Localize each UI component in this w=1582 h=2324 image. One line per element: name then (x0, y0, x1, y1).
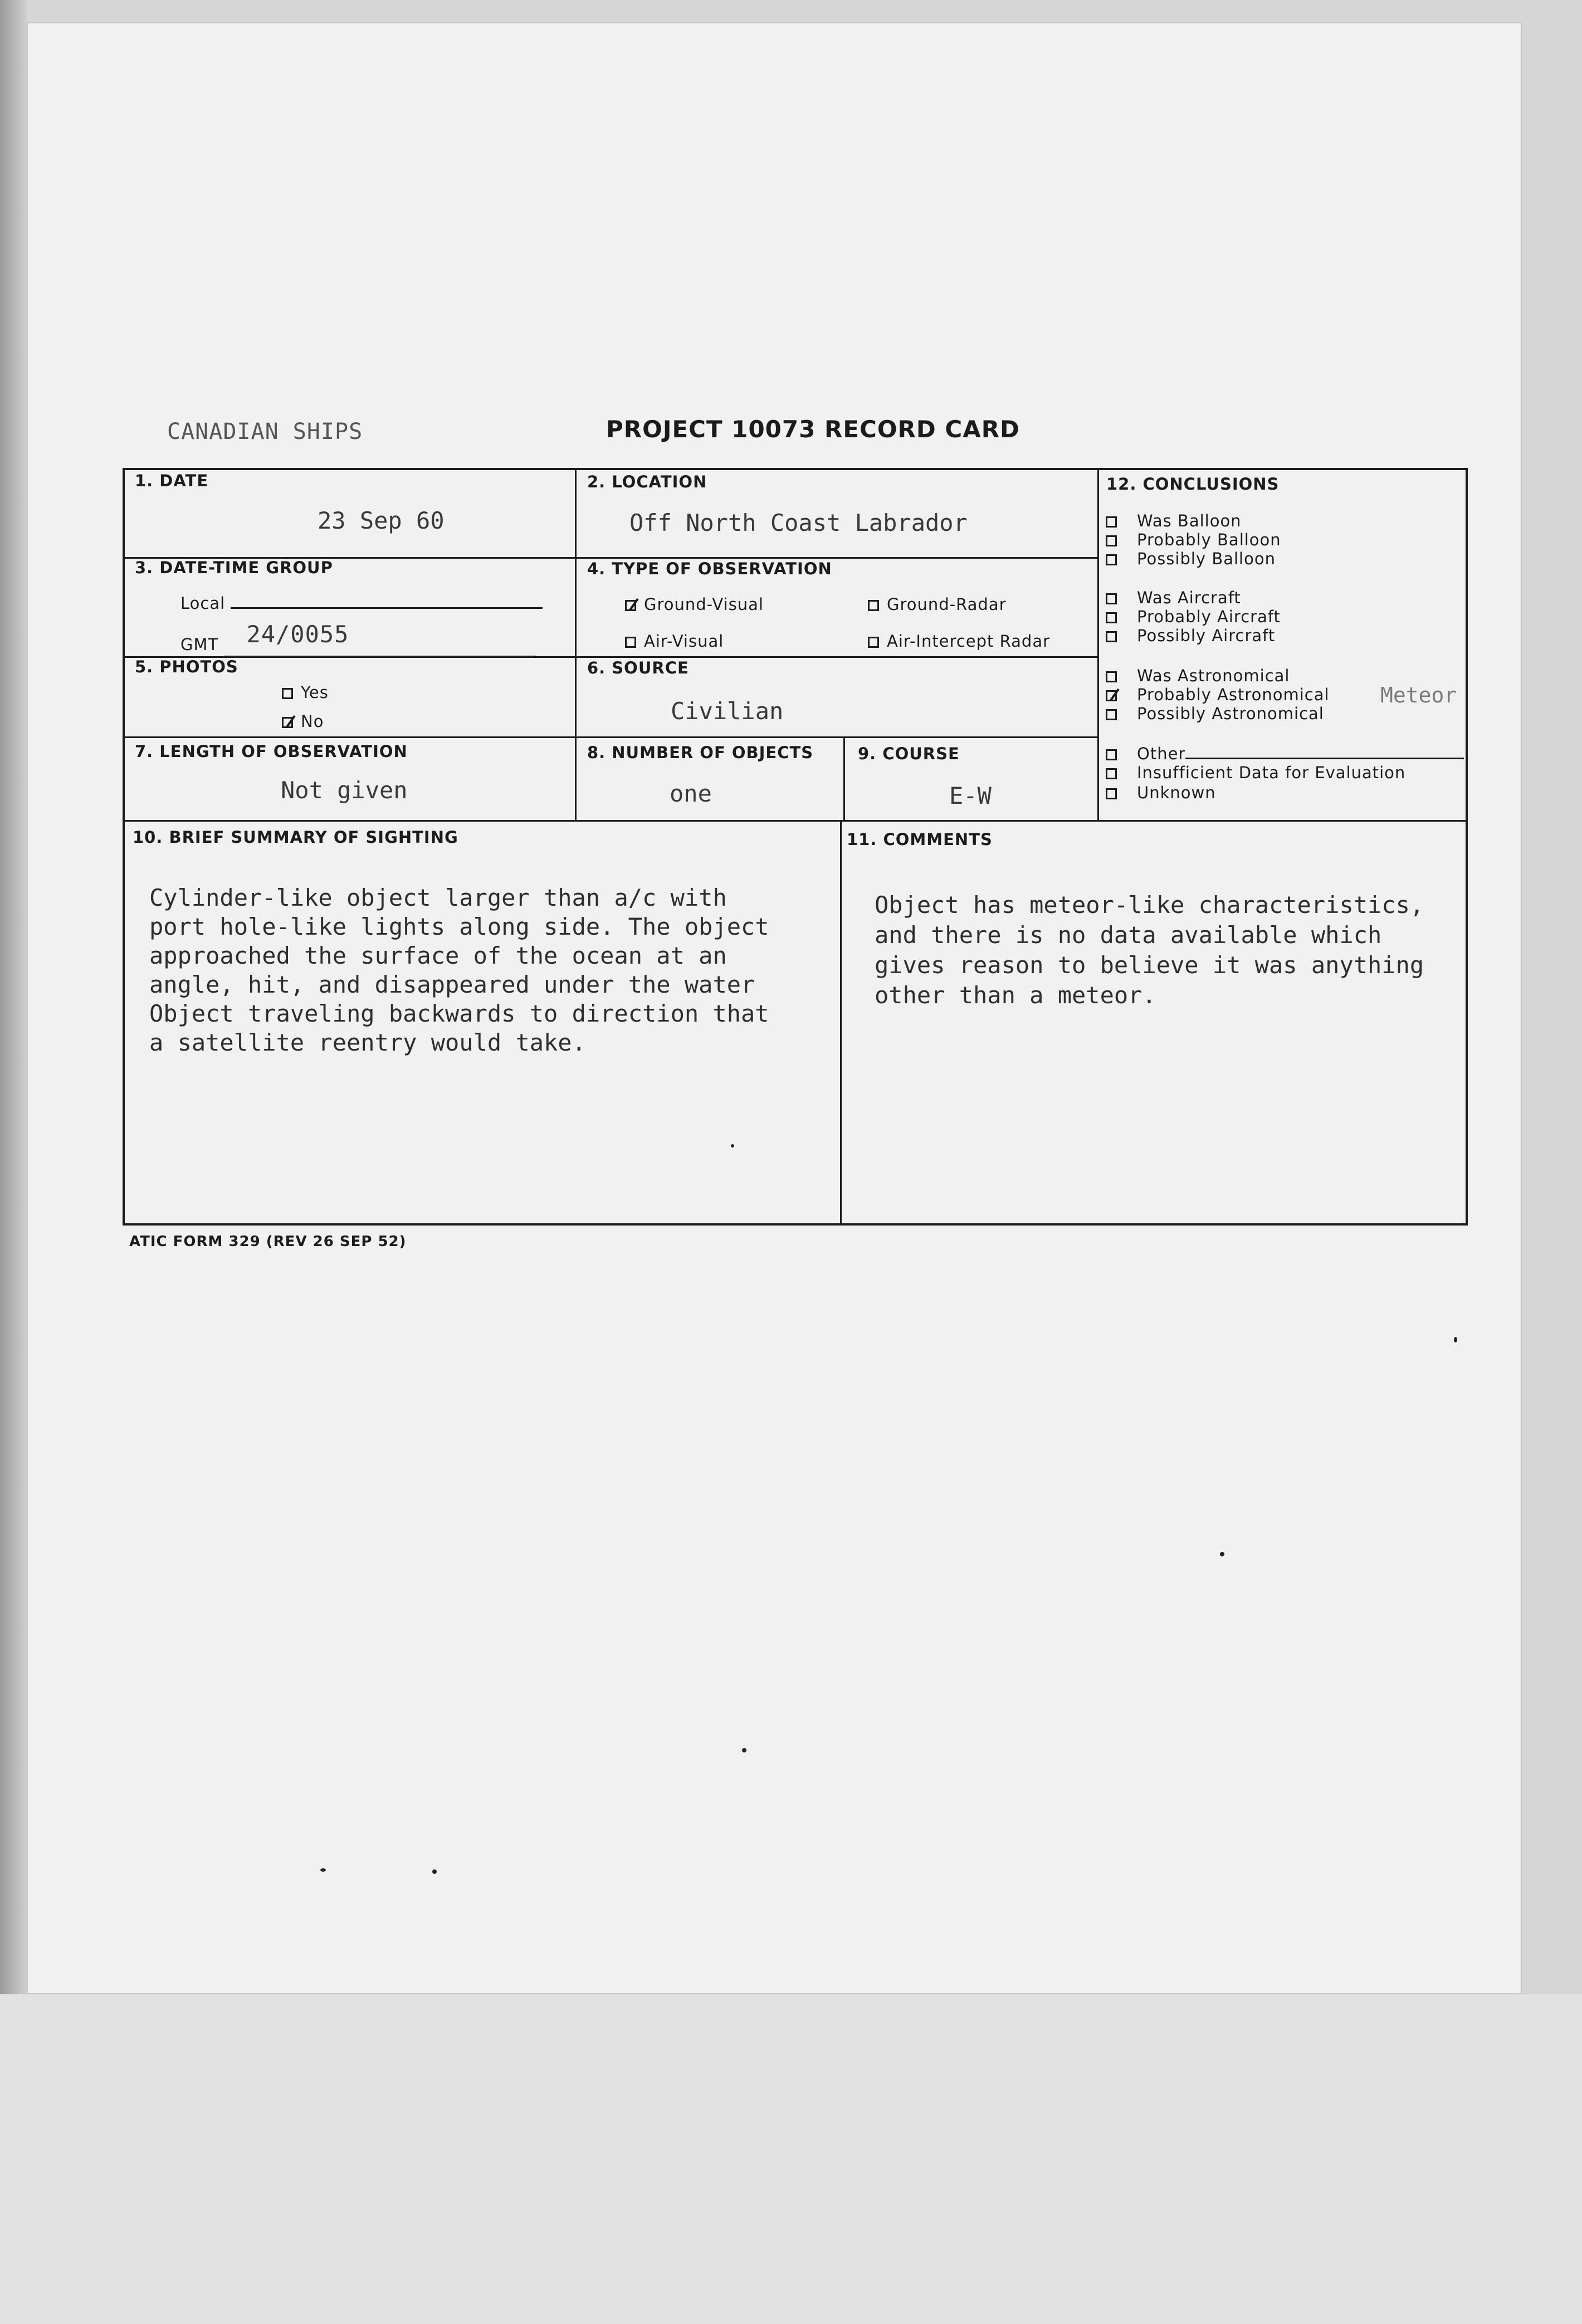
source-value: Civilian (671, 697, 784, 725)
scan-speck (1220, 1552, 1224, 1556)
divider (125, 736, 1097, 738)
number-of-objects-label: 8. NUMBER OF OBJECTS (587, 743, 814, 762)
summary-text (149, 855, 769, 1057)
conclusion-annotation: Meteor (1380, 683, 1457, 707)
conclusion-was-balloon[interactable] (1106, 511, 1242, 530)
other-field[interactable] (1185, 743, 1464, 759)
record-card (123, 468, 1468, 1226)
checkbox-icon (1106, 593, 1117, 604)
source-label: 6. SOURCE (587, 658, 689, 677)
scan-speck (432, 1869, 437, 1874)
conclusion-was-astronomical[interactable] (1106, 666, 1290, 685)
summary-line: approached the surface of the ocean at an (149, 942, 727, 969)
conclusion-other[interactable] (1106, 743, 1464, 763)
option-label: Was Aircraft (1137, 588, 1241, 607)
form-title: PROJECT 10073 RECORD CARD (606, 416, 1020, 443)
option-label: Unknown (1137, 783, 1216, 802)
divider (575, 470, 577, 820)
photos-label: 5. PHOTOS (135, 657, 238, 676)
option-label: Possibly Balloon (1137, 549, 1276, 568)
summary-line: angle, hit, and disappeared under the water (149, 971, 755, 998)
option-label: Insufficient Data for Evaluation (1137, 763, 1406, 782)
option-label: Possibly Astronomical (1137, 704, 1324, 723)
divider (125, 820, 1467, 822)
film-edge (0, 0, 27, 1994)
header-note: CANADIAN SHIPS (167, 419, 363, 445)
local-row (180, 592, 543, 613)
conclusion-insufficient-data[interactable] (1106, 763, 1405, 782)
summary-line: a satellite reentry would take. (149, 1029, 586, 1056)
conclusion-probably-astronomical[interactable] (1106, 685, 1330, 704)
comments-line: Object has meteor-like characteristics, (875, 891, 1424, 919)
option-label: Air-Intercept Radar (887, 632, 1051, 651)
scan-speck (320, 1868, 326, 1872)
comments-line: other than a meteor. (875, 982, 1156, 1009)
summary-line: Object traveling backwards to direction that (149, 1000, 769, 1027)
checkbox-icon (868, 600, 879, 611)
date-time-group-label: 3. DATE-TIME GROUP (135, 558, 333, 577)
option-label: Ground-Visual (644, 595, 764, 614)
option-ground-radar[interactable] (868, 595, 1007, 614)
comments-line: and there is no data available which (875, 921, 1382, 949)
local-field[interactable] (231, 592, 543, 609)
course-value: E-W (949, 782, 992, 809)
divider (843, 736, 845, 820)
divider (840, 820, 842, 1226)
checkbox-icon (1106, 535, 1117, 546)
checkbox-icon (282, 717, 293, 728)
gmt-label: GMT (180, 635, 219, 654)
conclusions-label: 12. CONCLUSIONS (1106, 475, 1280, 494)
gmt-field[interactable] (224, 621, 536, 657)
location-value: Off North Coast Labrador (629, 509, 968, 536)
option-label: Probably Aircraft (1137, 607, 1281, 626)
comments-label: 11. COMMENTS (847, 830, 993, 849)
checkbox-icon (282, 688, 293, 699)
checkbox-icon (1106, 671, 1117, 682)
option-label: Yes (301, 683, 329, 702)
checkbox-icon (1106, 516, 1117, 528)
summary-label: 10. BRIEF SUMMARY OF SIGHTING (133, 828, 458, 847)
checkbox-icon (1106, 749, 1117, 760)
date-label: 1. DATE (135, 471, 209, 490)
scan-speck (1454, 1337, 1457, 1342)
checkbox-icon (625, 637, 636, 648)
photos-yes[interactable] (282, 683, 329, 702)
checkbox-icon (1106, 768, 1117, 779)
observation-type-label: 4. TYPE OF OBSERVATION (587, 559, 832, 578)
scan-speck (731, 1144, 734, 1148)
lower-background (0, 1994, 1582, 2324)
option-label: Air-Visual (644, 632, 724, 651)
photos-no[interactable] (282, 712, 324, 731)
local-label: Local (180, 594, 226, 613)
scan-speck (742, 1748, 746, 1752)
conclusion-was-aircraft[interactable] (1106, 588, 1241, 607)
checkbox-icon (1106, 788, 1117, 799)
conclusion-possibly-balloon[interactable] (1106, 549, 1276, 568)
gmt-value: 24/0055 (246, 621, 349, 648)
form-footer: ATIC FORM 329 (REV 26 SEP 52) (129, 1233, 407, 1250)
length-value: Not given (281, 777, 408, 804)
option-label: Was Astronomical (1137, 666, 1290, 685)
option-label: No (301, 712, 324, 731)
option-ground-visual[interactable] (625, 595, 764, 614)
option-label: Probably Astronomical (1137, 685, 1330, 704)
conclusion-possibly-astronomical[interactable] (1106, 704, 1324, 723)
checkbox-icon (1106, 690, 1117, 701)
comments-line: gives reason to believe it was anything (875, 951, 1424, 979)
option-air-visual[interactable] (625, 632, 724, 651)
conclusion-unknown[interactable] (1106, 783, 1216, 802)
comments-text (875, 860, 1424, 1010)
location-label: 2. LOCATION (587, 472, 707, 491)
checkbox-icon (1106, 554, 1117, 565)
option-label: Probably Balloon (1137, 530, 1281, 549)
conclusion-probably-aircraft[interactable] (1106, 607, 1281, 626)
summary-line: port hole-like lights along side. The object (149, 913, 769, 940)
checkbox-icon (1106, 612, 1117, 623)
summary-line: Cylinder-like object larger than a/c with (149, 884, 727, 911)
checkbox-icon (868, 637, 879, 648)
divider (1097, 470, 1099, 820)
option-label: Ground-Radar (887, 595, 1007, 614)
option-label: Other (1137, 744, 1186, 763)
course-label: 9. COURSE (858, 744, 960, 763)
option-label: Was Balloon (1137, 511, 1242, 530)
checkbox-icon (625, 600, 636, 611)
date-value: 23 Sep 60 (318, 507, 445, 534)
option-label: Possibly Aircraft (1137, 626, 1276, 645)
conclusion-possibly-aircraft[interactable] (1106, 626, 1275, 645)
checkbox-icon (1106, 631, 1117, 642)
conclusion-probably-balloon[interactable] (1106, 530, 1281, 549)
number-of-objects-value: one (670, 780, 712, 807)
gmt-row (180, 621, 536, 657)
option-air-intercept-radar[interactable] (868, 632, 1050, 651)
checkbox-icon (1106, 709, 1117, 720)
length-label: 7. LENGTH OF OBSERVATION (135, 742, 408, 761)
